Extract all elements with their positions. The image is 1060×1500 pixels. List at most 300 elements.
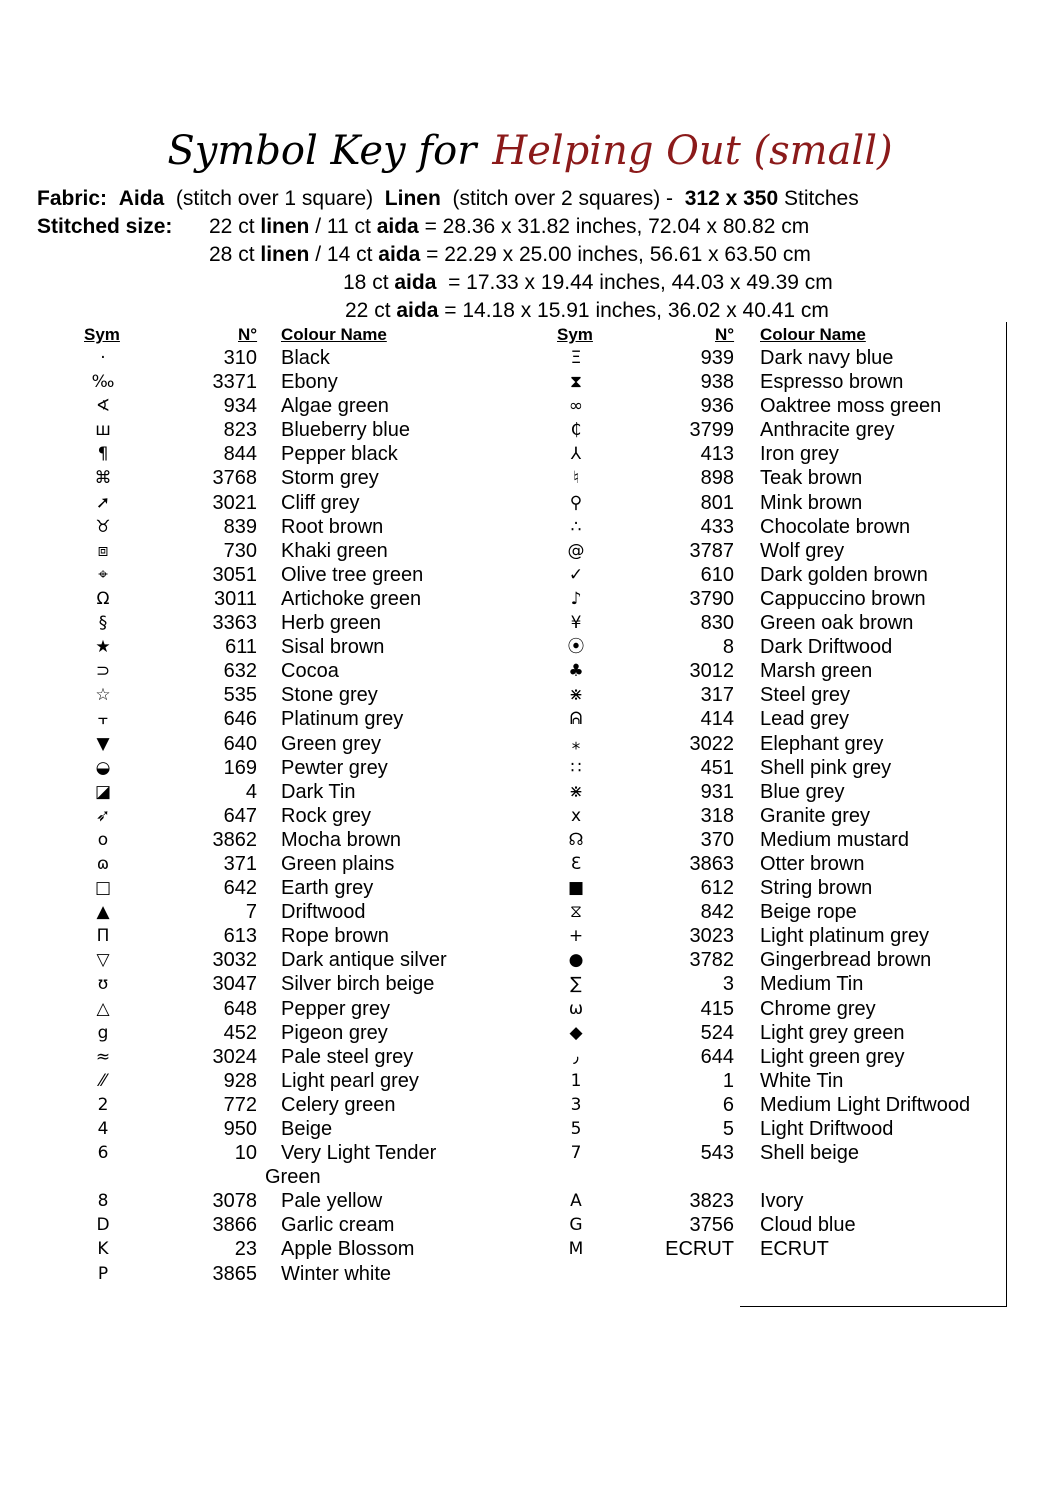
color-number: 535	[223, 684, 257, 707]
color-name: Silver birch beige	[281, 973, 435, 996]
color-number: 10	[234, 1142, 257, 1165]
symbol: ■	[567, 878, 585, 899]
color-row	[83, 997, 543, 1021]
symbol: x	[570, 805, 582, 826]
symbol: D	[96, 1215, 110, 1236]
color-name: Stone grey	[281, 684, 378, 707]
color-row	[556, 418, 996, 442]
color-row	[556, 948, 996, 972]
color-row	[556, 997, 996, 1021]
color-name: Platinum grey	[281, 708, 404, 731]
color-row	[556, 1213, 996, 1237]
color-name: Steel grey	[760, 684, 851, 707]
color-row	[556, 1093, 996, 1117]
color-row	[83, 1237, 543, 1261]
color-number: 898	[700, 467, 734, 490]
color-number: 3047	[212, 973, 257, 996]
color-name: Garlic cream	[281, 1214, 395, 1237]
color-row	[556, 442, 996, 466]
color-number: 844	[223, 443, 257, 466]
color-number: 939	[700, 347, 734, 369]
size-line-2: 28 ct linen / 14 ct aida = 22.29 x 25.00 inches, 56.61 x 63.50 cm	[209, 243, 811, 266]
color-name: Pale yellow	[281, 1190, 383, 1213]
color-name: Sisal brown	[281, 636, 385, 659]
symbol: ·	[100, 348, 106, 368]
bottom-border	[740, 1306, 1007, 1307]
color-number: 23	[234, 1238, 257, 1261]
color-row	[556, 515, 996, 539]
color-number: 936	[700, 395, 734, 418]
symbol: ◪	[94, 781, 112, 802]
symbol: ¥	[570, 613, 582, 634]
color-name: Pepper grey	[281, 997, 390, 1020]
symbol: ⅄	[570, 444, 582, 465]
symbol: P	[97, 1263, 109, 1284]
color-number: 3799	[689, 419, 734, 442]
symbol: △	[96, 998, 110, 1019]
color-name: Light pearl grey	[281, 1069, 419, 1092]
color-number: 842	[700, 901, 734, 924]
color-number: 801	[700, 491, 734, 514]
color-name: Iron grey	[760, 443, 839, 466]
symbol: 8	[97, 1191, 109, 1212]
color-number: 3782	[689, 949, 734, 972]
color-number: 370	[700, 828, 734, 851]
color-number: 3011	[213, 587, 257, 610]
right-num-header: N°	[715, 325, 735, 344]
color-name: Mocha brown	[281, 828, 402, 851]
color-name: Green oak brown	[760, 612, 914, 635]
symbol: Ɛ	[570, 853, 582, 874]
symbol: 5	[570, 1119, 582, 1139]
color-number: 310	[223, 347, 257, 369]
color-name: Light green grey	[760, 1045, 905, 1068]
symbol: K	[97, 1239, 109, 1260]
color-number: 3371	[212, 371, 257, 394]
color-number: 3790	[689, 587, 734, 610]
color-number: 772	[223, 1093, 257, 1116]
color-number: 610	[700, 563, 734, 586]
symbol: ≈	[95, 1046, 111, 1067]
color-number: 3078	[212, 1190, 257, 1213]
symbol: ∴	[570, 516, 582, 537]
color-row	[83, 828, 543, 852]
color-row	[83, 491, 543, 515]
color-row	[83, 370, 543, 394]
color-name: Rope brown	[281, 925, 389, 948]
color-name: Mink brown	[760, 491, 863, 514]
color-number: 647	[223, 804, 257, 827]
symbol: ⦿	[567, 637, 585, 658]
color-name: Dark Driftwood	[760, 636, 893, 659]
color-name: Celery green	[281, 1093, 396, 1116]
color-row	[556, 756, 996, 780]
symbol: ᕱ	[569, 709, 583, 730]
color-row	[556, 1045, 996, 1069]
symbol: 7	[570, 1143, 582, 1164]
symbol: ⁄⁄	[100, 1070, 106, 1091]
color-row	[556, 1117, 996, 1141]
color-name: Root brown	[281, 515, 384, 538]
color-row	[83, 539, 543, 563]
color-name: Earth grey	[281, 877, 374, 900]
fabric-linen-note: (stitch over 2 squares) -	[452, 187, 674, 210]
symbol: ɷ	[96, 853, 110, 874]
color-name: Gingerbread brown	[760, 949, 932, 972]
color-number: 3363	[212, 612, 257, 635]
symbol: ◒	[95, 757, 111, 778]
symbol: o	[97, 829, 109, 850]
color-row	[83, 1189, 543, 1213]
color-row	[556, 1141, 996, 1189]
color-name: Artichoke green	[281, 587, 422, 610]
color-name: Blueberry blue	[281, 419, 410, 442]
color-name: Winter white	[281, 1262, 392, 1285]
color-row	[83, 418, 543, 442]
color-row	[83, 1045, 543, 1069]
color-row	[556, 876, 996, 900]
color-name: Medium Light Driftwood	[760, 1093, 971, 1116]
color-row	[556, 1237, 996, 1261]
symbol: ‰	[91, 372, 115, 393]
color-row	[556, 370, 996, 394]
color-name: Espresso brown	[760, 371, 904, 394]
color-name: White Tin	[760, 1069, 844, 1092]
color-name: Herb green	[281, 612, 382, 635]
symbol: ∑	[570, 974, 582, 995]
symbol: ♪	[570, 588, 582, 609]
symbol: ♮	[572, 468, 580, 489]
color-number: 644	[700, 1045, 734, 1068]
left-num-header: N°	[238, 325, 258, 344]
color-number: 1	[722, 1069, 734, 1092]
color-name: String brown	[760, 877, 873, 900]
symbol: ⧗	[570, 372, 582, 393]
fabric-line	[37, 186, 859, 212]
color-number: 3	[722, 973, 734, 996]
size-line-1: 22 ct linen / 11 ct aida = 28.36 x 31.82 inches, 72.04 x 80.82 cm	[209, 215, 810, 238]
color-number: 433	[700, 515, 734, 538]
right-color-list	[556, 346, 996, 1262]
color-name: Light grey green	[760, 1021, 905, 1044]
color-name: Ebony	[281, 371, 338, 394]
color-number: 830	[700, 612, 734, 635]
symbol: Ξ	[570, 348, 582, 368]
color-number: 413	[700, 443, 734, 466]
color-number: 543	[700, 1142, 734, 1165]
color-row	[556, 732, 996, 756]
color-row	[83, 442, 543, 466]
color-name: Elephant grey	[760, 732, 884, 755]
color-number: 613	[223, 925, 257, 948]
color-name: Beige	[281, 1118, 333, 1140]
color-number: 730	[223, 539, 257, 562]
color-name: Cocoa	[281, 660, 339, 683]
fabric-aida: Aida	[118, 187, 165, 210]
color-row	[556, 828, 996, 852]
symbol: G	[569, 1215, 583, 1236]
color-name: Dark golden brown	[760, 563, 928, 586]
color-row	[83, 707, 543, 731]
color-row	[83, 394, 543, 418]
color-name: Dark Tin	[281, 780, 356, 803]
color-name: Algae green	[281, 395, 389, 418]
symbol: @	[567, 540, 585, 561]
color-name: Cloud blue	[760, 1214, 856, 1237]
color-number: ECRUT	[665, 1238, 734, 1261]
color-name: Teak brown	[760, 467, 863, 490]
color-row	[83, 948, 543, 972]
color-number: 928	[223, 1069, 257, 1092]
symbol: §	[98, 613, 108, 634]
color-number: 632	[223, 660, 257, 683]
symbol: ⊃	[95, 661, 111, 682]
color-number: 169	[223, 756, 257, 779]
color-number: 612	[700, 877, 734, 900]
color-name: Light Driftwood	[760, 1118, 894, 1140]
symbol: ⋇	[568, 781, 584, 802]
color-name: Marsh green	[760, 660, 873, 683]
color-number: 646	[223, 708, 257, 731]
color-number: 8	[722, 636, 734, 659]
color-number: 414	[700, 708, 734, 731]
color-row	[83, 466, 543, 490]
symbol: ⫟	[97, 709, 109, 730]
right-sym-header: Sym	[557, 325, 593, 344]
size-line-4: 22 ct aida = 14.18 x 15.91 inches, 36.02 x 40.41 cm	[345, 299, 829, 322]
symbol: ٫	[573, 1046, 579, 1067]
color-name: Shell beige	[760, 1142, 859, 1165]
symbol: ➶	[95, 805, 111, 826]
color-row	[556, 972, 996, 996]
color-number: 318	[700, 804, 734, 827]
color-number: 7	[245, 901, 257, 924]
stitches-word: Stitches	[784, 187, 859, 210]
color-number: 317	[700, 684, 734, 707]
symbol: A	[570, 1191, 582, 1212]
color-row	[83, 1069, 543, 1093]
symbol: Ω	[96, 588, 110, 609]
color-row	[83, 852, 543, 876]
color-row	[83, 587, 543, 611]
color-row	[556, 900, 996, 924]
color-name: Shell pink grey	[760, 756, 892, 779]
color-name: Pale steel grey	[281, 1045, 414, 1068]
color-number: 451	[700, 756, 734, 779]
color-number: 3023	[689, 925, 734, 948]
color-name: Olive tree green	[281, 563, 424, 586]
symbol: ₵	[570, 420, 582, 441]
color-row	[83, 1141, 543, 1189]
stitched-size-label: Stitched size:	[37, 215, 173, 238]
color-number: 3012	[689, 660, 734, 683]
right-name-header: Colour Name	[760, 325, 866, 344]
color-row	[83, 924, 543, 948]
color-name: ECRUT	[760, 1238, 829, 1261]
color-row	[83, 900, 543, 924]
color-name: Medium Tin	[760, 973, 864, 996]
color-row	[556, 587, 996, 611]
symbol: ш	[95, 420, 111, 441]
color-number: 950	[223, 1118, 257, 1140]
symbol: ω	[568, 998, 584, 1019]
color-number: 3863	[689, 852, 734, 875]
symbol: ∷	[570, 757, 582, 778]
fabric-linen: Linen	[384, 187, 441, 210]
color-row	[556, 683, 996, 707]
color-number: 371	[223, 852, 257, 875]
color-row	[556, 780, 996, 804]
color-name-continued: Green	[265, 1166, 321, 1189]
symbol: ∞	[568, 396, 584, 417]
color-row	[556, 563, 996, 587]
left-name-header: Colour Name	[281, 325, 387, 344]
symbol: ⁎	[571, 733, 581, 754]
color-name: Pigeon grey	[281, 1021, 388, 1044]
symbol: ⧈	[97, 540, 109, 561]
color-number: 3756	[689, 1214, 734, 1237]
right-border	[1006, 322, 1007, 1307]
symbol: ♣	[568, 661, 584, 682]
symbol: ◆	[569, 1022, 583, 1043]
symbol: 1	[570, 1070, 582, 1091]
stitch-count: 312 x 350	[684, 187, 779, 210]
color-number: 934	[223, 395, 257, 418]
color-row	[556, 1021, 996, 1045]
color-row	[556, 659, 996, 683]
color-row	[556, 1069, 996, 1093]
color-row	[83, 1093, 543, 1117]
color-number: 3021	[212, 491, 257, 514]
symbol: ▼	[96, 733, 110, 754]
color-name: Ivory	[760, 1190, 804, 1213]
color-number: 642	[223, 877, 257, 900]
symbol: 6	[97, 1143, 109, 1164]
symbol: ▽	[96, 950, 110, 971]
symbol: g	[97, 1022, 109, 1043]
fabric-aida-note: (stitch over 1 square)	[175, 187, 374, 210]
color-row	[83, 756, 543, 780]
color-row	[556, 539, 996, 563]
symbol: ⧖	[570, 902, 582, 923]
color-row	[83, 1213, 543, 1237]
color-name: Storm grey	[281, 467, 379, 490]
color-name: Granite grey	[760, 804, 871, 827]
color-number: 3051	[212, 563, 257, 586]
color-number: 5	[722, 1118, 734, 1140]
color-row	[83, 659, 543, 683]
symbol: ✓	[568, 564, 584, 585]
symbol: M	[568, 1239, 584, 1260]
color-number: 3865	[212, 1262, 257, 1285]
color-number: 4	[245, 780, 257, 803]
symbol: Π	[96, 926, 110, 947]
color-row	[556, 611, 996, 635]
symbol: ⌘	[94, 468, 112, 489]
color-number: 415	[700, 997, 734, 1020]
color-number: 3862	[212, 828, 257, 851]
color-row	[556, 635, 996, 659]
color-number: 823	[223, 419, 257, 442]
color-name: Light platinum grey	[760, 925, 929, 948]
page-title	[0, 128, 1060, 174]
symbol: +	[568, 926, 584, 947]
fabric-label: Fabric:	[37, 187, 108, 210]
title-prefix: Symbol Key for	[167, 128, 477, 174]
color-row	[83, 611, 543, 635]
symbol: ⋇	[568, 685, 584, 706]
color-number: 611	[225, 636, 257, 659]
color-row	[556, 1189, 996, 1213]
color-name: Apple Blossom	[281, 1238, 415, 1261]
color-name: Wolf grey	[760, 539, 845, 562]
color-row	[83, 972, 543, 996]
color-row	[83, 563, 543, 587]
color-name: Cliff grey	[281, 491, 360, 514]
color-row	[83, 683, 543, 707]
color-row	[83, 346, 543, 370]
color-name: Black	[281, 347, 330, 369]
symbol: □	[94, 878, 112, 899]
color-name: Driftwood	[281, 901, 366, 924]
color-name: Medium mustard	[760, 828, 909, 851]
color-name: Khaki green	[281, 539, 388, 562]
symbol: ⌖	[98, 564, 108, 585]
color-name: Beige rope	[760, 901, 857, 924]
symbol: ♉	[95, 516, 111, 537]
symbol: ∢	[95, 396, 111, 417]
color-name: Otter brown	[760, 852, 865, 875]
color-number: 938	[700, 371, 734, 394]
color-name: Chocolate brown	[760, 515, 911, 538]
color-row	[83, 635, 543, 659]
color-number: 524	[700, 1021, 734, 1044]
color-row	[83, 780, 543, 804]
color-name: Pewter grey	[281, 756, 388, 779]
color-name: Green plains	[281, 852, 395, 875]
color-row	[556, 852, 996, 876]
color-row	[83, 1262, 543, 1286]
color-number: 839	[223, 515, 257, 538]
color-row	[83, 515, 543, 539]
color-row	[83, 1117, 543, 1141]
color-row	[83, 876, 543, 900]
color-row	[556, 394, 996, 418]
symbol: 3	[570, 1094, 582, 1115]
symbol: ●	[568, 950, 584, 971]
color-row	[556, 707, 996, 731]
color-number: 3823	[689, 1190, 734, 1213]
symbol: ★	[95, 637, 111, 658]
symbol: 2	[97, 1094, 109, 1115]
color-row	[556, 466, 996, 490]
pattern-name: Helping Out (small)	[492, 128, 893, 174]
symbol: ¶	[97, 444, 109, 465]
color-name: Blue grey	[760, 780, 845, 803]
color-name: Oaktree moss green	[760, 395, 942, 418]
color-row	[556, 924, 996, 948]
size-line-3: 18 ct aida = 17.33 x 19.44 inches, 44.03 x 49.39 cm	[343, 271, 833, 294]
color-row	[556, 346, 996, 370]
color-name: Chrome grey	[760, 997, 876, 1020]
color-number: 3787	[689, 539, 734, 562]
left-sym-header: Sym	[84, 325, 120, 344]
symbol: ⚲	[569, 492, 583, 513]
color-name: Dark navy blue	[760, 347, 894, 369]
color-number: 3866	[212, 1214, 257, 1237]
color-number: 6	[722, 1093, 734, 1116]
color-number: 3022	[689, 732, 734, 755]
